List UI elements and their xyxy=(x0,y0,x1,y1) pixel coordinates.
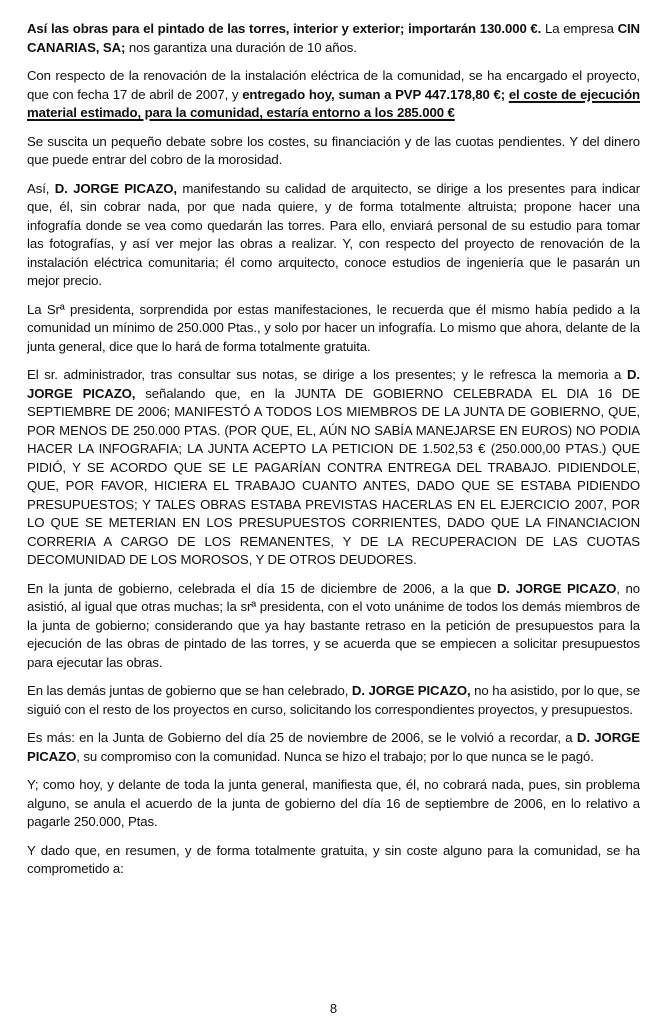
paragraph xyxy=(27,67,640,123)
text-run: Con respecto de la renovación de la instalación eléctrica de la comunidad, se ha encargado el proyecto, que con fecha 17 de abril de 2007, y xyxy=(27,68,640,102)
paragraph xyxy=(27,776,640,832)
text-run: D. JORGE PICAZO xyxy=(27,730,640,764)
text-run: La Srª presidenta, sorprendida por estas manifestaciones, le recuerda que él mismo había pedido a la comunidad un mínimo de 250.000 Ptas., y solo por hacer un infografía. Lo mismo que ahora, delante de la junta general, dice que lo hará de forma totalmente gratuita. xyxy=(27,301,640,354)
text-run: Es más: en la Junta de Gobierno del día 25 de noviembre de 2006, se le volvió a recordar, a xyxy=(27,730,577,745)
page-number: 8 xyxy=(329,1001,338,1016)
text-run: , su compromiso con la comunidad. Nunca se hizo el trabajo; por lo que nunca se le pagó. xyxy=(76,748,594,764)
text-run: D. JORGE PICAZO, xyxy=(351,683,471,698)
text-run: El sr. administrador, tras consultar sus notas, se dirige a los presentes; y le refresca la memoria a xyxy=(27,367,627,382)
text-run: CIN CANARIAS, SA; xyxy=(27,21,640,55)
text-run: En las demás juntas de gobierno que se han celebrado, xyxy=(27,683,352,698)
paragraph xyxy=(27,842,640,879)
paragraph xyxy=(27,301,640,357)
text-run: señalando que, en la JUNTA DE GOBIERNO CELEBRADA EL DIA 16 DE SEPTIEMBRE DE 2006; MANIFESTÓ A TODOS LOS MIEMBROS DE LA JUNTA DE GOBIERNO, QUE, POR MENOS DE 250.000 PTAS. (POR QUE, EL, AÚN NO SABÍA MANEJARSE EN EUROS) NO PODIA HACER LA INFOGRAFIA; LA JUNTA ACEPTO LA PETICION DE 1.502,53 € (250.000,00 PTAS.) QUE PIDIÓ, Y SE ACORDO QUE SE LE PAGARÍAN CONTRA ENTREGA DEL TRABAJO. PIDIENDOLE, QUE, POR FAVOR, HICIERA EL TRABAJO CUANTO ANTES, DADO QUE SE ESTABA PIDIENDO PRESUPUESTOS; Y TALES OBRAS ESTABA PREVISTAS HACERLAS EN EL EJERCICIO 2007, POR LO QUE SE METERIAN EN LOS PRESUPUESTOS CORRIENTES, DADO QUE LA FINANCIACION CORRERIA A CARGO DE LOS REMANENTES, Y DE LA RECUPERACION DE LAS CUOTAS DECOMUNIDAD DE LOS MOROSOS, Y DE OTROS DEUDORES. xyxy=(27,385,640,567)
text-run: entregado hoy, suman a PVP 447.178,80 €; xyxy=(242,86,509,102)
text-run: Así las obras para el pintado de las torres, interior y exterior; importarán 130.000 €. xyxy=(27,21,542,36)
text-run: nos garantiza una duración de 10 años. xyxy=(125,39,357,55)
paragraph xyxy=(27,133,640,170)
paragraph xyxy=(27,729,640,766)
paragraph xyxy=(27,580,640,673)
text-run: La empresa xyxy=(541,21,618,36)
text-run: Y dado que, en resumen, y de forma totalmente gratuita, y sin coste alguno para la comunidad, se ha comprometido a: xyxy=(27,842,640,876)
text-run: D. JORGE PICAZO, xyxy=(54,180,177,196)
paragraph xyxy=(27,366,640,570)
paragraph xyxy=(27,180,640,291)
text-run: el coste de ejecución material estimado, para la comunidad, estaría entorno a los 285.000 € xyxy=(27,86,640,120)
text-run: no ha asistido, por lo que, se siguió con el resto de los proyectos en curso, solicitando los correspondientes proyectos, y presupuestos. xyxy=(27,683,641,717)
text-run: manifestando su calidad de arquitecto, se dirige a los presentes para indicar que, él, sin cobrar nada, por que nada quiere, y de forma totalmente altruista; propone hacer una infografía donde se vea como quedarán las torres. Para ello, enviará personal de su estudio para tomar las fotografías, y así ver mejor las obras a realizar. Y, con respecto del proyecto de renovación de la instalación eléctrica comunitaria; él como arquitecto, conoce estudios de ingeniería que le pasarán un mejor precio. xyxy=(27,180,640,288)
text-run: D. JORGE PICAZO, xyxy=(27,367,640,401)
paragraph xyxy=(27,20,640,57)
text-run: , no asistió, al igual que otras muchas; la srª presidenta, con el voto unánime de todos los demás miembros de la junta de gobierno; considerando que ya hay bastante retraso en la petición de presupuestos para la ejecución de las obras de pintado de las torres, y se acuerda que se empiecen a solicitar presupuestos para ejecutar las obras. xyxy=(27,580,640,670)
paragraph xyxy=(27,682,640,719)
document-body xyxy=(27,20,640,889)
text-run: Y; como hoy, y delante de toda la junta general, manifiesta que, él, no cobrará nada, pues, sin problema alguno, se anula el acuerdo de la junta de gobierno del día 16 de septiembre de 2006, en lo relativo a pagarle 250.000, Ptas. xyxy=(27,777,640,829)
text-run: Se suscita un pequeño debate sobre los costes, su financiación y de las cuotas pendientes. Y del dinero que puede entrar del cobro de la morosidad. xyxy=(27,133,640,167)
text-run: D. JORGE PICAZO xyxy=(497,580,617,596)
text-run: En la junta de gobierno, celebrada el día 15 de diciembre de 2006, a la que xyxy=(27,580,497,596)
text-run: Así, xyxy=(27,180,55,196)
